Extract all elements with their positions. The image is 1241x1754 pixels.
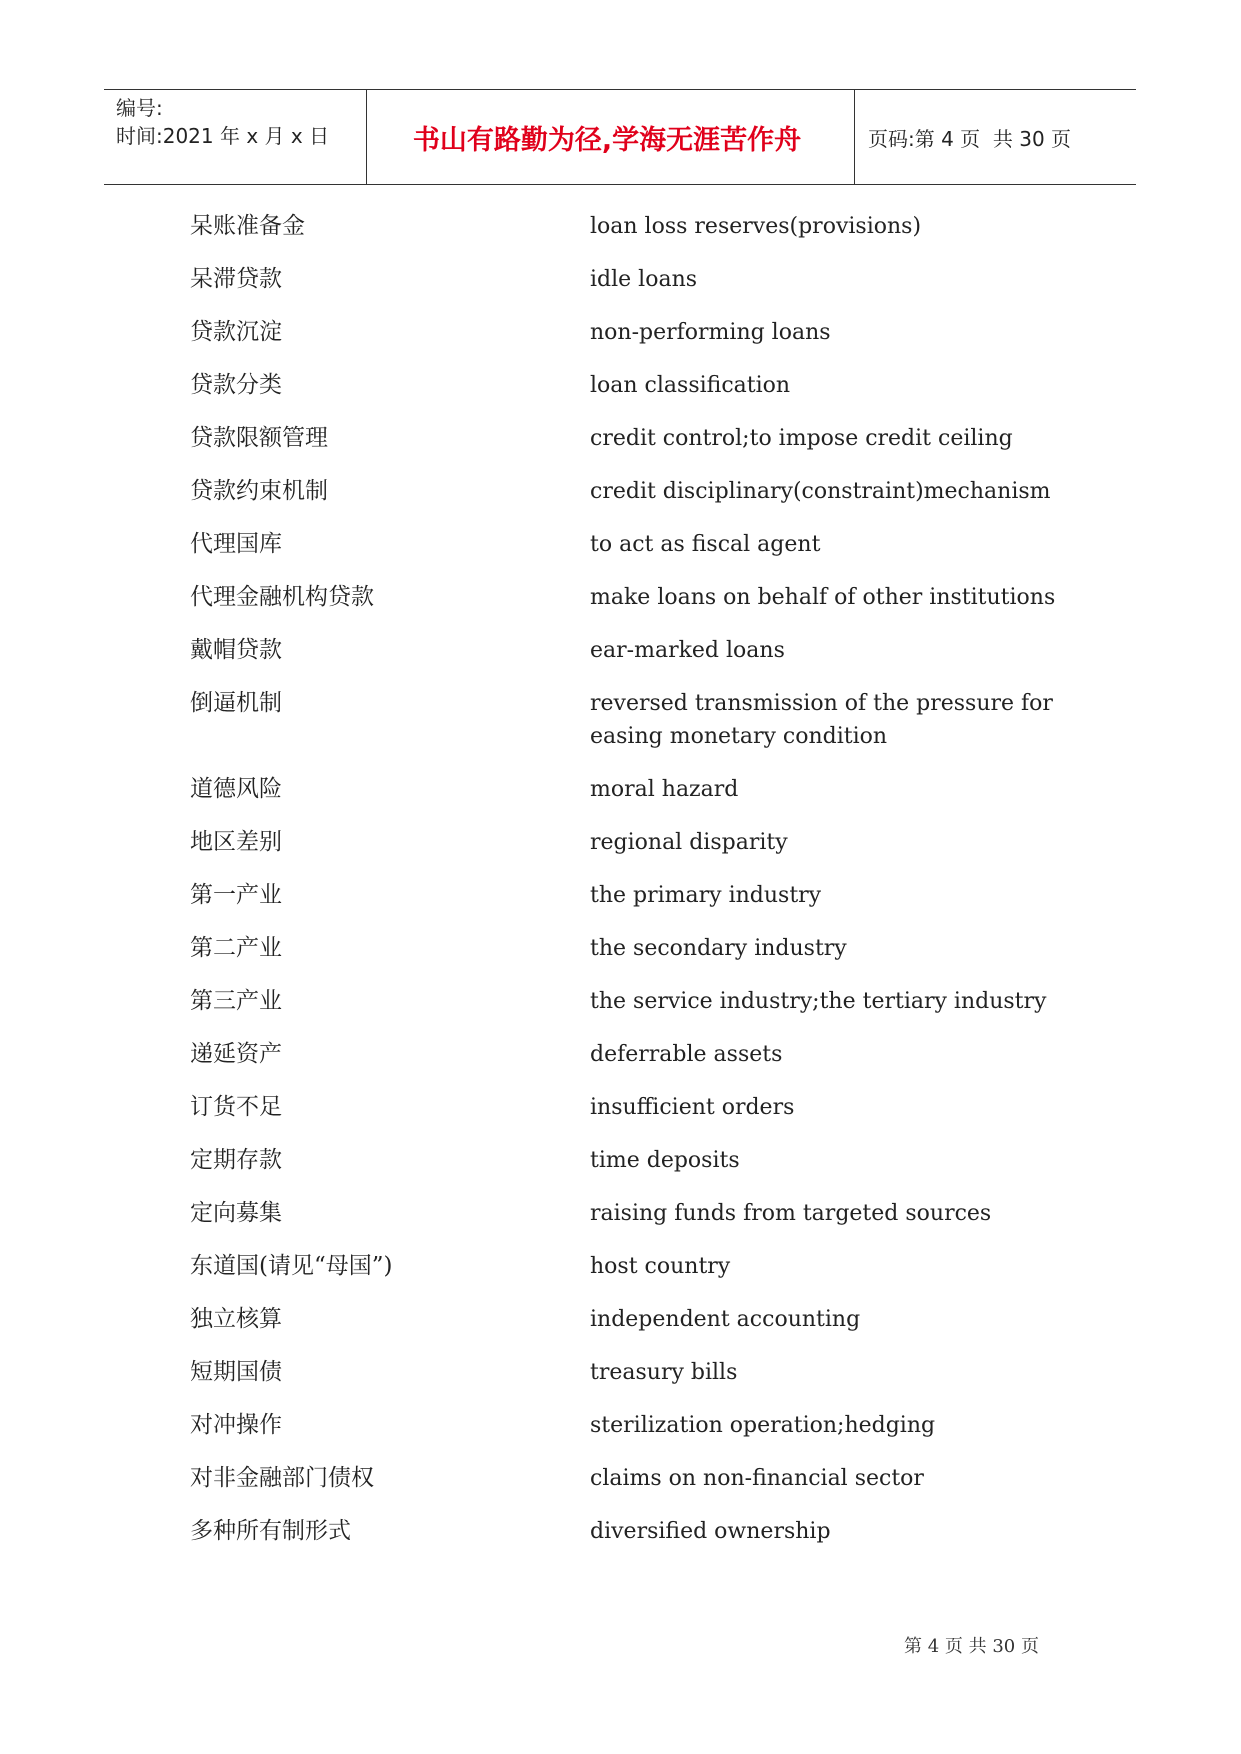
glossary-row [190, 369, 1090, 422]
term-english: regional disparity [590, 830, 788, 855]
term-english: idle loans [590, 267, 698, 292]
term-chinese: 贷款限额管理 [190, 425, 328, 451]
term-chinese: 地区差别 [190, 829, 282, 855]
term-english: moral hazard [590, 777, 739, 802]
term-chinese: 多种所有制形式 [190, 1518, 351, 1544]
term-english: the secondary industry [590, 936, 847, 961]
term-english: sterilization operation;hedging [590, 1413, 936, 1438]
term-english: host country [590, 1254, 731, 1279]
term-english: make loans on behalf of other institutions [590, 585, 1056, 610]
term-chinese: 定期存款 [190, 1147, 282, 1173]
glossary-row [190, 1515, 1090, 1568]
glossary-row [190, 932, 1090, 985]
header-motto: 书山有路勤为径,学海无涯苦作舟 [412, 124, 802, 156]
glossary-row [190, 316, 1090, 369]
term-chinese: 订货不足 [190, 1094, 282, 1120]
glossary-row [190, 263, 1090, 316]
term-chinese: 对非金融部门债权 [190, 1465, 374, 1491]
glossary-row [190, 879, 1090, 932]
glossary-row [190, 1197, 1090, 1250]
term-english: diversified ownership [590, 1519, 831, 1544]
term-english: non-performing loans [590, 320, 831, 345]
term-english: loan loss reserves(provisions) [590, 214, 922, 239]
term-chinese: 呆滞贷款 [190, 266, 282, 292]
glossary-row [190, 1356, 1090, 1409]
glossary-row [190, 1303, 1090, 1356]
term-chinese: 第三产业 [190, 988, 282, 1014]
glossary-row [190, 422, 1090, 475]
term-chinese: 递延资产 [190, 1041, 282, 1067]
term-english: the primary industry [590, 883, 822, 908]
term-english: the service industry;the tertiary industry [590, 989, 1047, 1014]
term-chinese: 贷款分类 [190, 372, 282, 398]
glossary-row [190, 826, 1090, 879]
header-page-code: 页码:第 4 页 共 30 页 [868, 126, 1072, 151]
term-english: deferrable assets [590, 1042, 783, 1067]
term-english: claims on non-financial sector [590, 1466, 924, 1491]
glossary-row [190, 773, 1090, 826]
term-chinese: 代理金融机构贷款 [190, 584, 374, 610]
glossary-row [190, 1462, 1090, 1515]
term-english: time deposits [590, 1148, 740, 1173]
term-chinese: 独立核算 [190, 1306, 282, 1332]
glossary-row [190, 634, 1090, 687]
term-chinese: 第二产业 [190, 935, 282, 961]
term-chinese: 道德风险 [190, 776, 282, 802]
glossary-row [190, 1250, 1090, 1303]
document-date: 时间:2021 年 x 月 x 日 [116, 124, 330, 148]
term-english: insufficient orders [590, 1095, 795, 1120]
glossary-row [190, 528, 1090, 581]
term-chinese: 贷款沉淀 [190, 319, 282, 345]
header-divider [854, 90, 855, 184]
term-chinese: 定向募集 [190, 1200, 282, 1226]
term-english: ear-marked loans [590, 638, 785, 663]
header-divider [366, 90, 367, 184]
glossary-row [190, 581, 1090, 634]
term-english: loan classification [590, 373, 791, 398]
glossary-row [190, 687, 1090, 773]
term-english: independent accounting [590, 1307, 861, 1332]
term-chinese: 对冲操作 [190, 1412, 282, 1438]
term-chinese: 东道国(请见“母国”) [190, 1253, 393, 1279]
term-english: raising funds from targeted sources [590, 1201, 992, 1226]
glossary-row [190, 475, 1090, 528]
term-chinese: 第一产业 [190, 882, 282, 908]
term-english: to act as fiscal agent [590, 532, 821, 557]
term-chinese: 贷款约束机制 [190, 478, 328, 504]
term-chinese: 代理国库 [190, 531, 282, 557]
page-footer: 第 4 页 共 30 页 [904, 1636, 1039, 1657]
term-english: reversed transmission of the pressure for easing monetary condition [590, 691, 1053, 749]
term-chinese: 短期国债 [190, 1359, 282, 1385]
header-meta [116, 94, 366, 150]
document-number-label: 编号: [116, 96, 163, 120]
glossary-row [190, 210, 1090, 263]
term-chinese: 呆账准备金 [190, 213, 305, 239]
glossary-row [190, 985, 1090, 1038]
glossary-row [190, 1091, 1090, 1144]
term-english: credit control;to impose credit ceiling [590, 426, 1013, 451]
term-chinese: 倒逼机制 [190, 690, 282, 716]
glossary-row [190, 1038, 1090, 1091]
term-english: credit disciplinary(constraint)mechanism [590, 479, 1051, 504]
term-chinese: 戴帽贷款 [190, 637, 282, 663]
glossary-row [190, 1144, 1090, 1197]
glossary-row [190, 1409, 1090, 1462]
glossary-list [190, 210, 1090, 1568]
term-english: treasury bills [590, 1360, 738, 1385]
page-header [104, 89, 1136, 185]
